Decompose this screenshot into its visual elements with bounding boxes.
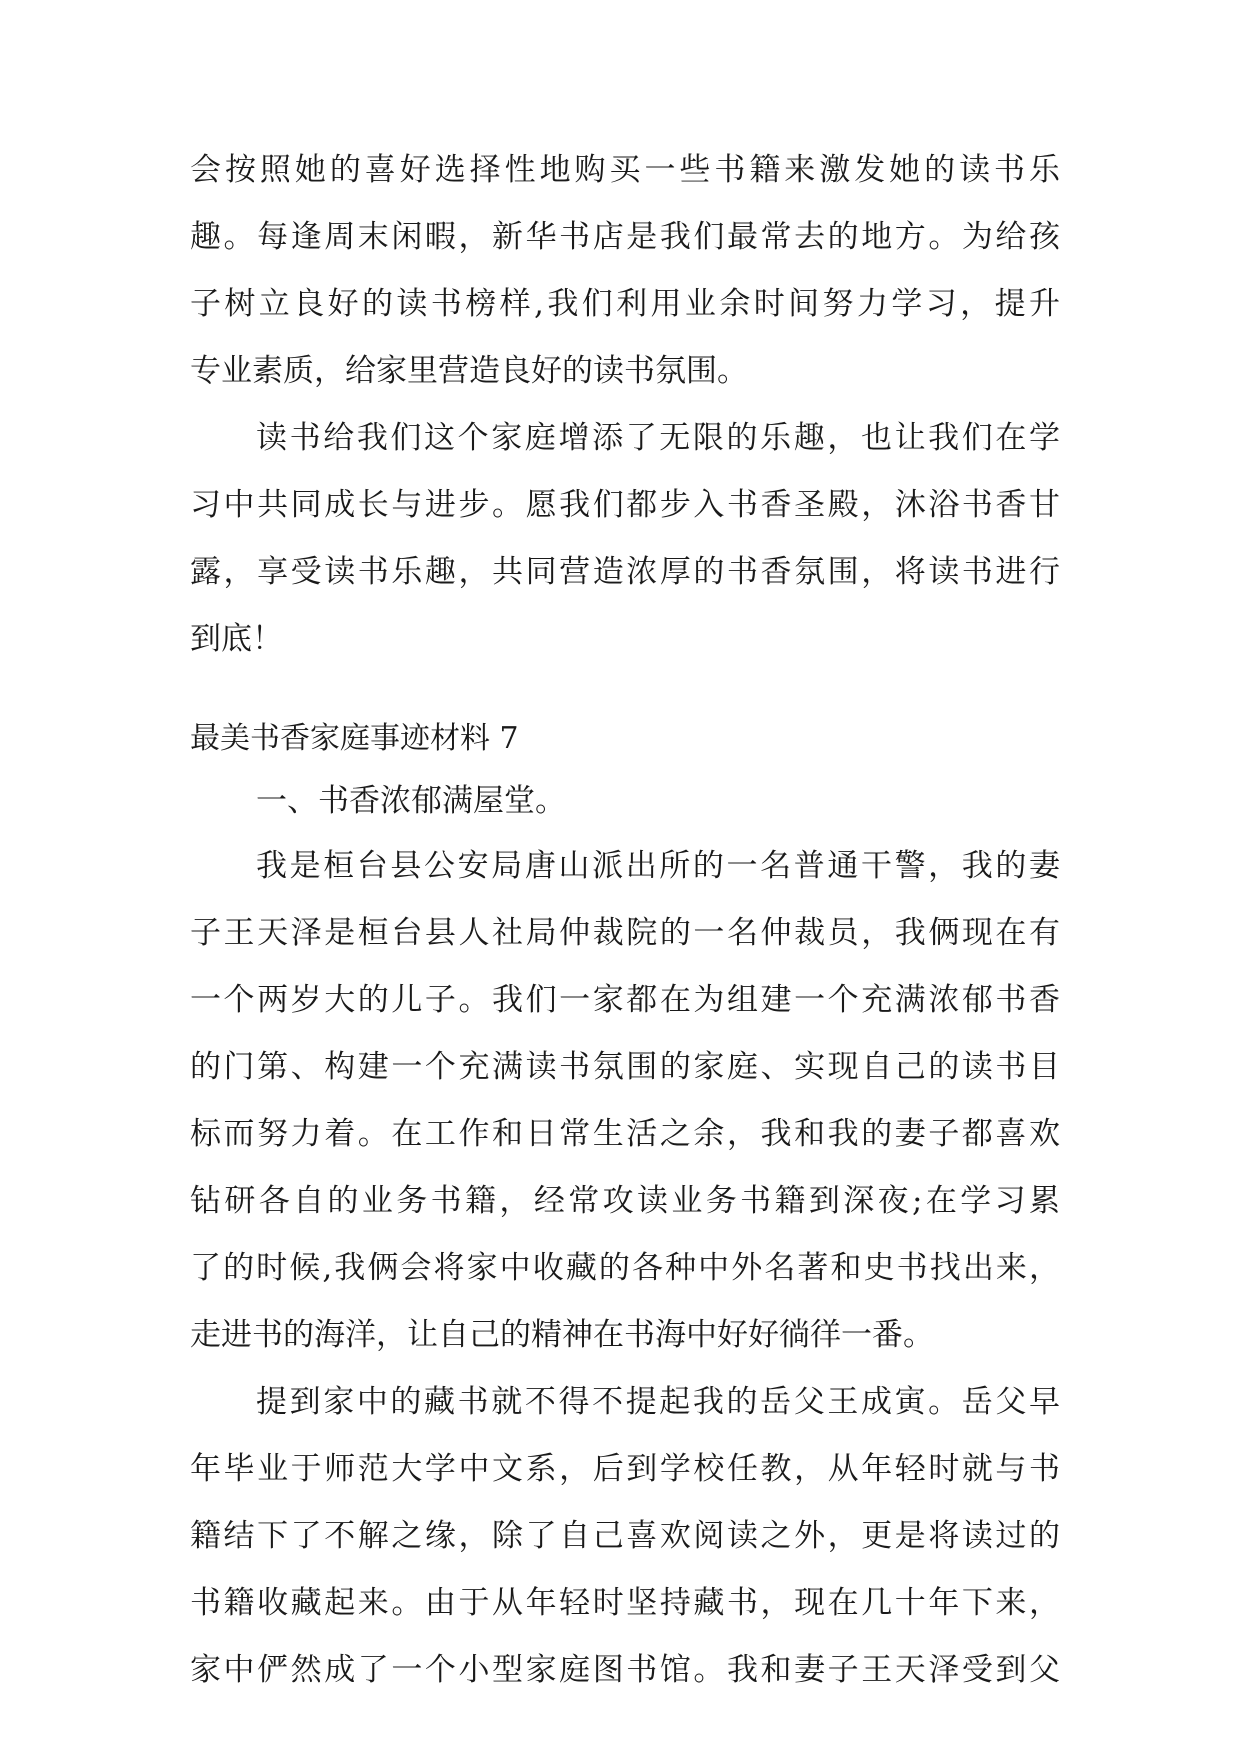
paragraph-line: 的门第、构建一个充满读书氛围的家庭、实现自己的读书目 (190, 1049, 1060, 1085)
paragraph-line: 了的时候,我俩会将家中收藏的各种中外名著和史书找出来， (190, 1250, 1060, 1286)
paragraph-line: 到底！ (190, 621, 283, 657)
paragraph-line: 读书给我们这个家庭增添了无限的乐趣，也让我们在学 (256, 420, 1060, 456)
paragraph-line: 子王天泽是桓台县人社局仲裁院的一名仲裁员，我俩现在有 (190, 915, 1060, 951)
paragraph-line: 习中共同成长与进步。愿我们都步入书香圣殿，沐浴书香甘 (190, 487, 1060, 523)
paragraph-line: 书籍收藏起来。由于从年轻时坚持藏书，现在几十年下来， (190, 1585, 1060, 1621)
paragraph-line: 专业素质，给家里营造良好的读书氛围。 (190, 353, 748, 389)
paragraph-line: 标而努力着。在工作和日常生活之余，我和我的妻子都喜欢 (190, 1116, 1060, 1152)
paragraph-line: 籍结下了不解之缘，除了自己喜欢阅读之外，更是将读过的 (190, 1518, 1060, 1554)
paragraph-line: 露，享受读书乐趣，共同营造浓厚的书香氛围，将读书进行 (190, 554, 1060, 590)
section-heading: 最美书香家庭事迹材料 7 (190, 721, 519, 756)
paragraph-line: 走进书的海洋，让自己的精神在书海中好好徜徉一番。 (190, 1317, 934, 1353)
paragraph-line: 我是桓台县公安局唐山派出所的一名普通干警，我的妻 (256, 848, 1060, 884)
paragraph-line: 子树立良好的读书榜样,我们利用业余时间努力学习，提升 (190, 286, 1060, 322)
paragraph-line: 会按照她的喜好选择性地购买一些书籍来激发她的读书乐 (190, 152, 1060, 188)
paragraph-line: 趣。每逢周末闲暇，新华书店是我们最常去的地方。为给孩 (190, 219, 1060, 255)
paragraph-line: 一个两岁大的儿子。我们一家都在为组建一个充满浓郁书香 (190, 982, 1060, 1018)
subsection-heading: 一、书香浓郁满屋堂。 (256, 783, 566, 819)
paragraph-line: 年毕业于师范大学中文系，后到学校任教，从年轻时就与书 (190, 1451, 1060, 1487)
paragraph-line: 家中俨然成了一个小型家庭图书馆。我和妻子王天泽受到父 (190, 1652, 1060, 1688)
paragraph-line: 钻研各自的业务书籍，经常攻读业务书籍到深夜;在学习累 (190, 1183, 1060, 1219)
paragraph-line: 提到家中的藏书就不得不提起我的岳父王成寅。岳父早 (256, 1384, 1060, 1420)
